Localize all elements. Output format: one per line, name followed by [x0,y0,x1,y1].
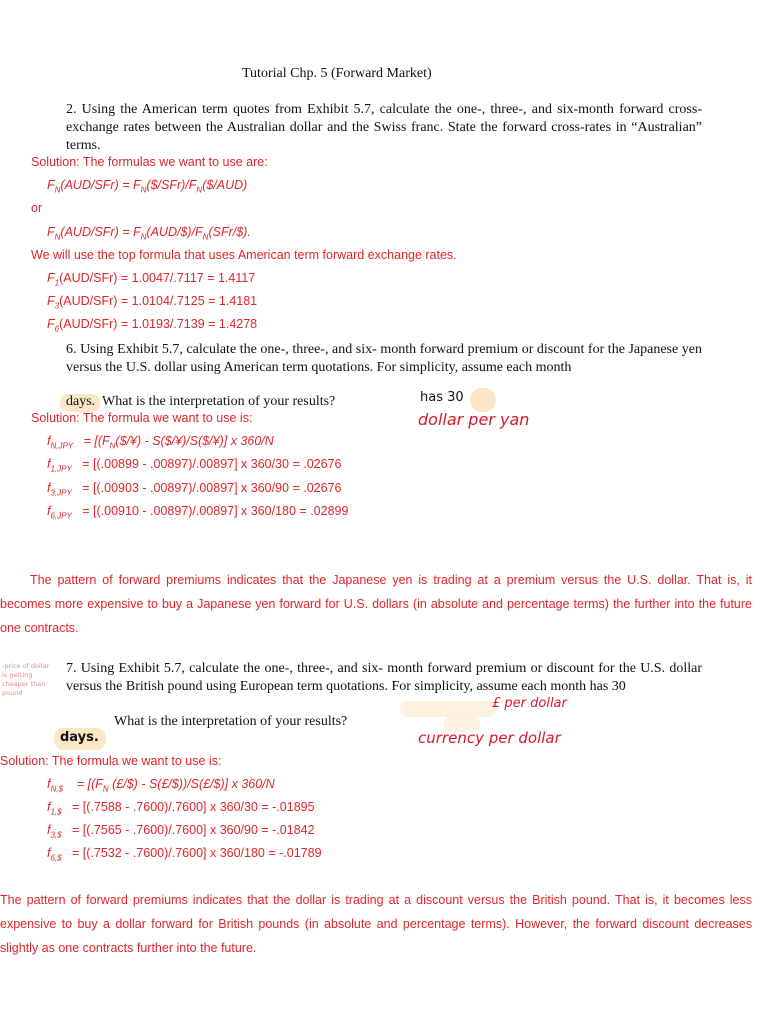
question-7: 7. Using Exhibit 5.7, calculate the one-, three-, and six- month forward premium or discount for the U.S. dollar versus the British pound using European term quotations. For simplicity, assume each month has 30 [66,661,702,694]
solution-7-intro: Solution: The formula we want to use is: [0,754,222,768]
formula-2: $F_N(AUD/SFr)$ = $F_N(AUD/\$)/F_N(SFr/\$)$. [47,225,251,242]
handwritten-dollar-per-yan: dollar per yan [418,410,530,429]
solution-2-note: We will use the top formula that uses American term forward exchange rates. [31,248,457,262]
solution-6-intro: Solution: The formula we want to use is: [31,411,253,425]
formula-1: $F_N(AUD/SFr)$ = $F_N(\$/SFr)/F_N(\$/AUD)$ [47,178,248,195]
discount-6-month: $f_{6,\$}$ = [(.7532 - .7600)/.7600] x 360/180 = -.01789 [47,846,322,863]
interpretation-question-6: What is the interpretation of your results? [102,394,336,409]
formula-1-lhs: (AUD/SFr) = F [60,178,141,192]
highlight-marker [470,388,496,412]
interpretation-7: The pattern of forward premiums indicates that the dollar is trading at a discount versus the British pound. That is, it becomes less expensive to buy a dollar forward for British pounds (in absolute and percentage terms). However, the forward discount decreases slightly as one contracts further into the future. [0,893,752,955]
premium-1-month: $f_{1,JPY}$ = [(.00899 - .00897)/.00897] x 360/30 = .02676 [47,457,342,474]
interpretation-question-7: What is the interpretation of your results? [114,714,348,729]
question-6: 6. Using Exhibit 5.7, calculate the one-, three-, and six- month forward premium or discount for the Japanese yen versus the U.S. dollar using American term quotations. For simplicity, assume each month [66,342,702,375]
formula-2-end: (SFr/$). [208,225,251,239]
formula-1-rhs: ($/SFr)/F [146,178,197,192]
formula-discount: $f_{N,\$}$ = [($F_N$ (£/$) - S(£/$))/S(£/$)] x 360/N [47,777,275,794]
handwritten-currency-per-dollar: currency per dollar [418,729,561,747]
discount-3-month: $f_{3,\$}$ = [(.7565 - .7600)/.7600] x 360/90 = -.01842 [47,823,315,840]
formula-2-rhs: (AUD/$)/F [146,225,203,239]
solution-2-intro: Solution: The formulas we want to use are: [31,155,268,169]
handwritten-days: days. [60,730,99,745]
or-text: or [31,201,43,215]
formula-premium: $f_{N,JPY}$ = [($F_N(\$/¥)$ - S($/¥)/S($/¥)] x 360/N [47,434,274,451]
result-6-month: $F_6(AUD/SFr) = 1.0193/.7139 = 1.4278$ [47,317,258,334]
question-2: 2. Using the American term quotes from Exhibit 5.7, calculate the one-, three-, and six-month forward cross- exchange rates between the Australian dollar and the Swiss franc. State the forward cross-rates in “Australian” terms. [66,102,702,153]
result-1-month: $F_1(AUD/SFr) = 1.0047/.7117 = 1.4117$ [47,271,256,288]
premium-3-month: $f_{3,JPY}$ = [(.00903 - .00897)/.00897] x 360/90 = .02676 [47,481,342,498]
days-text: days. [66,394,96,409]
handwritten-has-30: has 30 [420,390,464,405]
handwritten-pound-per-dollar: £ per dollar [492,696,567,711]
highlight-blank [400,701,496,717]
formula-2-lhs: (AUD/SFr) = F [60,225,141,239]
discount-1-month: $f_{1,\$}$ = [(.7588 - .7600)/.7600] x 360/30 = -.01895 [47,800,315,817]
formula-1-end: ($/AUD) [202,178,248,192]
premium-6-month: $f_{6,JPY}$ = [(.00910 - .00897)/.00897] x 360/180 = .02899 [47,504,349,521]
handwritten-margin-note: -price of dollar is getting cheaper than pound [2,662,50,697]
page-title: Tutorial Chp. 5 (Forward Market) [242,66,432,81]
result-3-month: $F_3(AUD/SFr) = 1.0104/.7125 = 1.4181$ [47,294,258,311]
interpretation-6: The pattern of forward premiums indicates that the Japanese yen is trading at a premium versus the U.S. dollar. That is, it becomes more expensive to buy a Japanese yen forward for U.S. dollars (in absolute and percentage terms) the further into the future one contracts. [0,573,752,635]
